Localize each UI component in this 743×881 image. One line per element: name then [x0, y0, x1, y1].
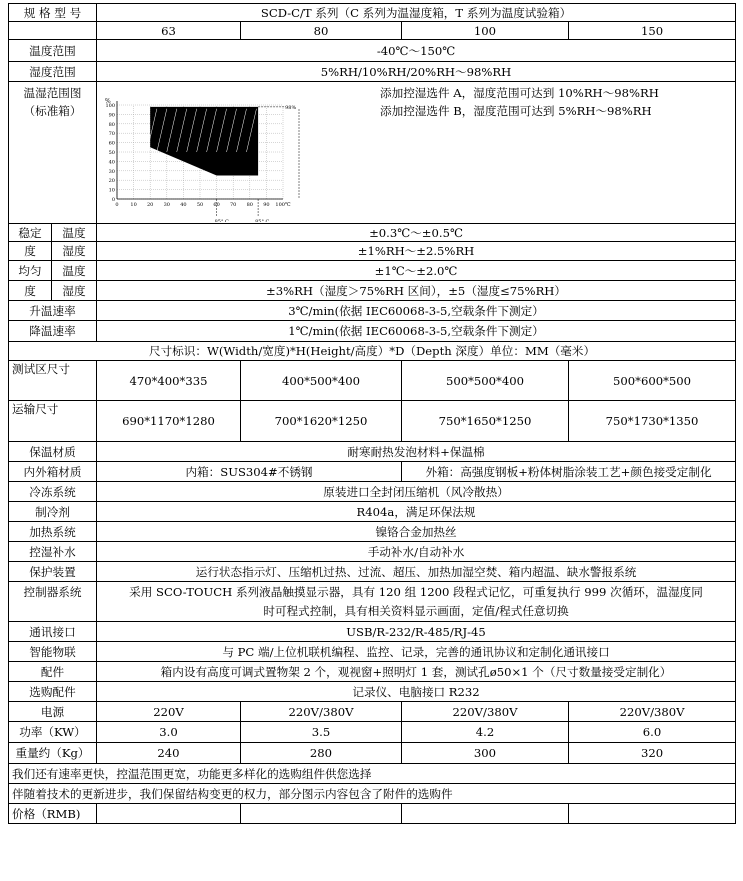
chart-marker-b: 85° C [255, 219, 270, 222]
row-label: 测试区尺寸 [9, 361, 97, 401]
water-row [9, 542, 736, 562]
size-cell: 750*1730*1350 [569, 401, 736, 442]
row-label: 功率（KW） [9, 722, 97, 743]
y-tick-label: 80 [108, 121, 115, 128]
heating-row [9, 522, 736, 542]
row-value: 记录仪、电脑接口 R232 [97, 682, 736, 702]
iot-row [9, 642, 736, 662]
sub-label: 温度 [52, 261, 97, 281]
controller-line1: 采用 SCO-TOUCH 系列液晶触摸显示器，具有 120 组 1200 段程式记忆，可重复执行 999 次循环，温湿度同 [129, 584, 703, 599]
footer-row-1 [9, 764, 736, 784]
row-label: 配件 [9, 662, 97, 682]
row-label: 智能物联 [9, 642, 97, 662]
size-cell: 470*400*335 [97, 361, 241, 401]
row-label: 通讯接口 [9, 622, 97, 642]
models-row [9, 22, 736, 40]
price-row [9, 804, 736, 824]
row-label: 温度范围 [9, 40, 97, 62]
model-cell: 150 [569, 22, 736, 40]
row-value: R404a，满足环保法规 [97, 502, 736, 522]
chart-y-label: % [105, 98, 111, 105]
cool-rate-row [9, 321, 736, 342]
row-label: 升温速率 [9, 301, 97, 321]
size-cell: 500*500*400 [402, 361, 569, 401]
wattage-cell: 4.2 [402, 722, 569, 743]
wattage-cell: 3.0 [97, 722, 241, 743]
row-label: 湿度范围 [9, 62, 97, 82]
row-value: 耐寒耐热发泡材料+保温棉 [97, 442, 736, 462]
weight-cell: 240 [97, 743, 241, 764]
price-cell [402, 804, 569, 824]
power-cell: 220V/380V [241, 702, 402, 722]
weight-cell: 320 [569, 743, 736, 764]
power-cell: 220V/380V [402, 702, 569, 722]
series-title: SCD-C/T 系列（C 系列为温湿度箱，T 系列为温度试验箱） [97, 4, 736, 22]
stability-hum-row [9, 242, 736, 261]
transport-size-row [9, 401, 736, 442]
price-cell [97, 804, 241, 824]
size-note: 尺寸标识：W(Width/宽度)*H(Height/高度）*D（Depth 深度）单位：MM（毫米） [9, 342, 736, 361]
footer-note-1: 我们还有速率更快，控温范围更宽，功能更多样化的选购组件供您选择 [9, 764, 736, 784]
outer-material: 外箱：高强度钢板+粉体树脂涂装工艺+颜色接受定制化 [402, 462, 736, 482]
size-cell: 690*1170*1280 [97, 401, 241, 442]
model-label: 规 格 型 号 [9, 4, 97, 22]
row-label: 保护装置 [9, 562, 97, 582]
option-b-note: 添加控湿选件 B，湿度范围可达到 5%RH～98%RH [380, 104, 652, 118]
protection-row [9, 562, 736, 582]
y-tick-label: 70 [108, 131, 115, 138]
wattage-cell: 3.5 [241, 722, 402, 743]
y-tick-label: 0 [111, 197, 115, 203]
comm-row [9, 622, 736, 642]
uniformity-label-a: 均匀 [9, 261, 52, 281]
accessories-row [9, 662, 736, 682]
row-value: 1℃/min(依据 IEC60068-3-5,空载条件下测定） [97, 321, 736, 342]
x-tick-label: 50 [196, 202, 204, 208]
row-label: 加热系统 [9, 522, 97, 542]
chart-notes [380, 84, 659, 120]
chart-top-annotation: 98% [285, 104, 297, 111]
refrigerant-row [9, 502, 736, 522]
header-row [9, 4, 736, 22]
stability-temp-row [9, 224, 736, 242]
row-value: 运行状态指示灯、压缩机过热、过流、超压、加热加湿空焚、箱内超温、缺水警报系统 [97, 562, 736, 582]
row-label: 保温材质 [9, 442, 97, 462]
model-cell: 100 [402, 22, 569, 40]
x-tick-label: 0 [115, 202, 119, 208]
insulation-row [9, 442, 736, 462]
wattage-row [9, 722, 736, 743]
humidity-range-row [9, 62, 736, 82]
row-value: USB/R-232/R-485/RJ-45 [97, 622, 736, 642]
box-material-row [9, 462, 736, 482]
row-label: 选购配件 [9, 682, 97, 702]
row-value: 3℃/min(依据 IEC60068-3-5,空载条件下测定） [97, 301, 736, 321]
row-value: 5%RH/10%RH/20%RH～98%RH [97, 62, 736, 82]
x-tick-label: 70 [230, 202, 237, 208]
footer-row-2 [9, 784, 736, 804]
y-tick-label: 100 [105, 103, 115, 109]
size-cell: 750*1650*1250 [402, 401, 569, 442]
price-cell [241, 804, 402, 824]
row-label: 重量约（Kg） [9, 743, 97, 764]
y-tick-label: 40 [108, 159, 115, 166]
power-row [9, 702, 736, 722]
chart-label-line2: （标准箱） [23, 104, 82, 118]
y-tick-label: 20 [108, 178, 115, 185]
y-tick-label: 50 [108, 150, 115, 156]
chart-y-ticks [105, 103, 115, 203]
x-tick-label: 30 [163, 202, 170, 208]
sub-label: 温度 [52, 224, 97, 242]
row-value: ±1℃～±2.0℃ [97, 261, 736, 281]
heat-rate-row [9, 301, 736, 321]
power-cell: 220V [97, 702, 241, 722]
controller-line2: 时可程式控制，具有相关资料显示画面，定值/程式任意切换 [263, 603, 569, 618]
humidity-chart-row [9, 82, 736, 224]
y-tick-label: 10 [108, 187, 115, 194]
options-row [9, 682, 736, 702]
sub-label: 湿度 [52, 281, 97, 301]
footer-note-2: 伴随着技术的更新进步，我们保留结构变更的权力，部分图示内容包含了附件的选购件 [9, 784, 736, 804]
x-tick-label: 90 [263, 202, 270, 208]
sub-label: 湿度 [52, 242, 97, 261]
humidity-chart [103, 86, 308, 222]
size-cell: 400*500*400 [241, 361, 402, 401]
weight-cell: 280 [241, 743, 402, 764]
temp-range-row [9, 40, 736, 62]
row-label: 电源 [9, 702, 97, 722]
power-cell: 220V/380V [569, 702, 736, 722]
row-value: 箱内设有高度可调式置物架 2 个，观视窗+照明灯 1 套，测试孔ø50×1 个（尺寸数量接受定制化） [97, 662, 736, 682]
weight-row [9, 743, 736, 764]
row-label: 降温速率 [9, 321, 97, 342]
controller-value [97, 582, 736, 622]
model-cell: 80 [241, 22, 402, 40]
row-value: 手动补水/自动补水 [97, 542, 736, 562]
chart-region [150, 107, 258, 176]
uniformity-label-b: 度 [9, 281, 52, 301]
row-label: 控制器系统 [9, 582, 97, 622]
chart-cell [97, 82, 736, 224]
row-label: 内外箱材质 [9, 462, 97, 482]
chart-x-ticks [115, 202, 291, 208]
inner-material: 内箱：SUS304#不锈钢 [97, 462, 402, 482]
x-tick-label: 10 [130, 202, 137, 208]
spec-table [8, 3, 736, 824]
price-cell [569, 804, 736, 824]
uniformity-hum-row [9, 281, 736, 301]
row-label: 控湿补水 [9, 542, 97, 562]
stability-label-b: 度 [9, 242, 52, 261]
y-tick-label: 90 [108, 112, 115, 119]
x-tick-label: 80 [246, 202, 253, 208]
size-cell: 700*1620*1250 [241, 401, 402, 442]
wattage-cell: 6.0 [569, 722, 736, 743]
size-note-row [9, 342, 736, 361]
price-label: 价格（RMB) [9, 804, 97, 824]
uniformity-temp-row [9, 261, 736, 281]
y-tick-label: 30 [108, 168, 115, 175]
x-tick-label: 60 [213, 202, 220, 208]
chart-label-line1: 温湿范围图 [23, 86, 82, 100]
refrigeration-row [9, 482, 736, 502]
row-value: 镍铬合金加热丝 [97, 522, 736, 542]
row-value: ±0.3℃～±0.5℃ [97, 224, 736, 242]
x-tick-label: 100℃ [275, 202, 291, 208]
test-size-row [9, 361, 736, 401]
y-tick-label: 60 [108, 140, 115, 147]
weight-cell: 300 [402, 743, 569, 764]
row-label: 制冷剂 [9, 502, 97, 522]
row-label: 运输尺寸 [9, 401, 97, 442]
size-cell: 500*600*500 [569, 361, 736, 401]
row-value: ±1%RH～±2.5%RH [97, 242, 736, 261]
x-tick-label: 20 [147, 202, 154, 208]
model-cell: 63 [97, 22, 241, 40]
option-a-note: 添加控湿选件 A，湿度范围可达到 10%RH～98%RH [380, 86, 659, 100]
row-value: -40℃～150℃ [97, 40, 736, 62]
row-value: 与 PC 端/上位机联机编程、监控、记录，完善的通讯协议和定制化通讯接口 [97, 642, 736, 662]
chart-label [9, 82, 97, 224]
stability-label-a: 稳定 [9, 224, 52, 242]
row-value: ±3%RH（湿度＞75%RH 区间），±5（湿度≤75%RH） [97, 281, 736, 301]
row-label: 冷冻系统 [9, 482, 97, 502]
controller-row [9, 582, 736, 622]
row-value: 原装进口全封闭压缩机（风冷散热） [97, 482, 736, 502]
x-tick-label: 40 [180, 202, 187, 208]
chart-marker-a: 85° C [214, 219, 229, 222]
